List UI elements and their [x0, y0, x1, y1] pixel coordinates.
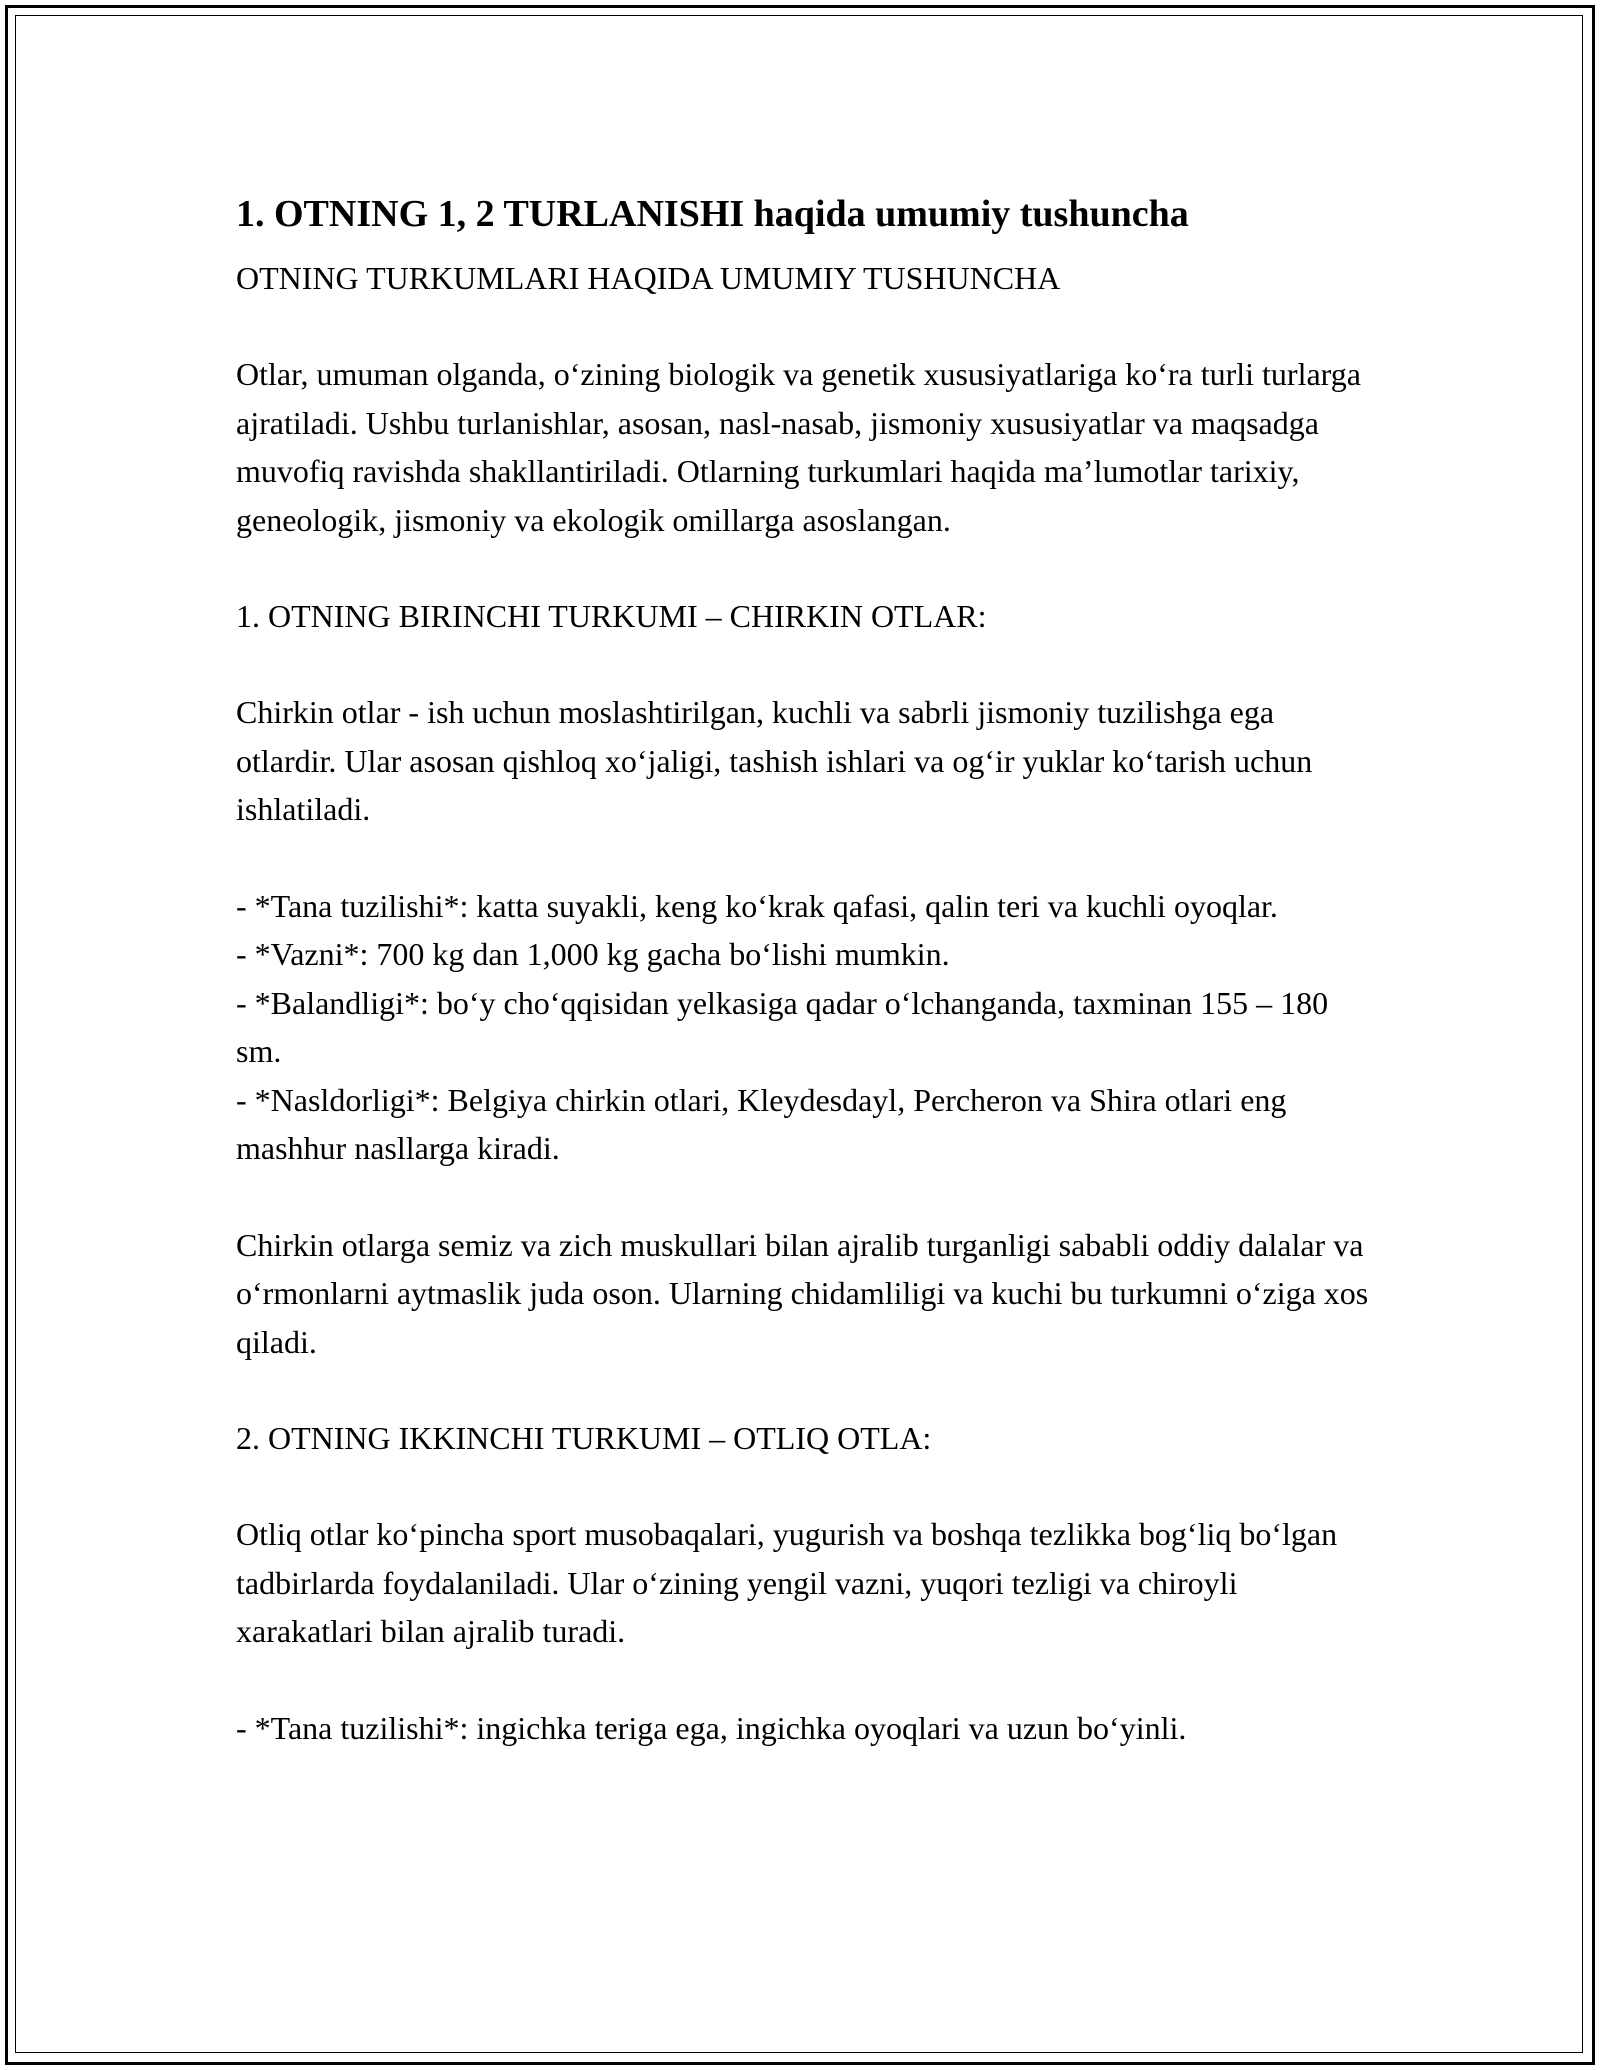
section-1-list	[236, 882, 1376, 1173]
list-item: - *Balandligi*: bo‘y cho‘qqisidan yelkasiga qadar o‘lchanganda, taxminan 155 – 180 sm.	[236, 984, 1329, 1069]
document-body	[236, 188, 1376, 1800]
section-1-closing: Chirkin otlarga semiz va zich muskullari bilan ajralib turganligi sababli oddiy dalalar va o‘rmonlarni aytmaslik juda oson. Ularning chidamliligi va kuchi bu turkumni o‘ziga xos qiladi.	[236, 1226, 1369, 1360]
section-1-heading: 1. OTNING BIRINCHI TURKUMI – CHIRKIN OTLAR:	[236, 598, 987, 634]
list-item: - *Nasldorligi*: Belgiya chirkin otlari, Kleydesdayl, Percheron va Shira otlari eng mashhur nasllarga kiradi.	[236, 1081, 1287, 1166]
section-2-list	[236, 1704, 1376, 1753]
list-item: - *Vazni*: 700 kg dan 1,000 kg gacha bo‘lishi mumkin.	[236, 936, 950, 972]
list-item: - *Tana tuzilishi*: ingichka teriga ega, ingichka oyoqlari va uzun bo‘yinli.	[236, 1709, 1187, 1746]
document-title: 1. OTNING 1, 2 TURLANISHI haqida umumiy tushuncha	[236, 193, 1189, 235]
section-2-heading: 2. OTNING IKKINCHI TURKUMI – OTLIQ OTLA:	[236, 1420, 932, 1456]
intro-paragraph: Otlar, umuman olganda, o‘zining biologik va genetik xususiyatlariga ko‘ra turli turlarga ajratiladi. Ushbu turlanishlar, asosan, nasl-nasab, jismoniy xususiyatlar va maqsadga muvofiq ravishda shakllantiriladi. Otlarning turkumlari haqida ma’lumotlar tarixiy, geneologik, jismoniy va ekologik omillarga asoslangan.	[236, 356, 1361, 538]
section-2-intro: Otliq otlar ko‘pincha sport musobaqalari, yugurish va boshqa tezlikka bog‘liq bo‘lgan tadbirlarda foydalaniladi. Ular o‘zining yengil vazni, yuqori tezligi va chiroyli xarakatlari bilan ajralib turadi.	[236, 1516, 1338, 1649]
list-item: - *Tana tuzilishi*: katta suyakli, keng ko‘krak qafasi, qalin teri va kuchli oyoqlar.	[236, 887, 1278, 924]
section-1-intro: Chirkin otlar - ish uchun moslashtirilgan, kuchli va sabrli jismoniy tuzilishga ega otlardir. Ular asosan qishloq xo‘jaligi, tashish ishlari va og‘ir yuklar ko‘tarish uchun ishlatiladi.	[236, 694, 1313, 827]
document-subtitle: OTNING TURKUMLARI HAQIDA UMUMIY TUSHUNCHA	[236, 260, 1061, 296]
